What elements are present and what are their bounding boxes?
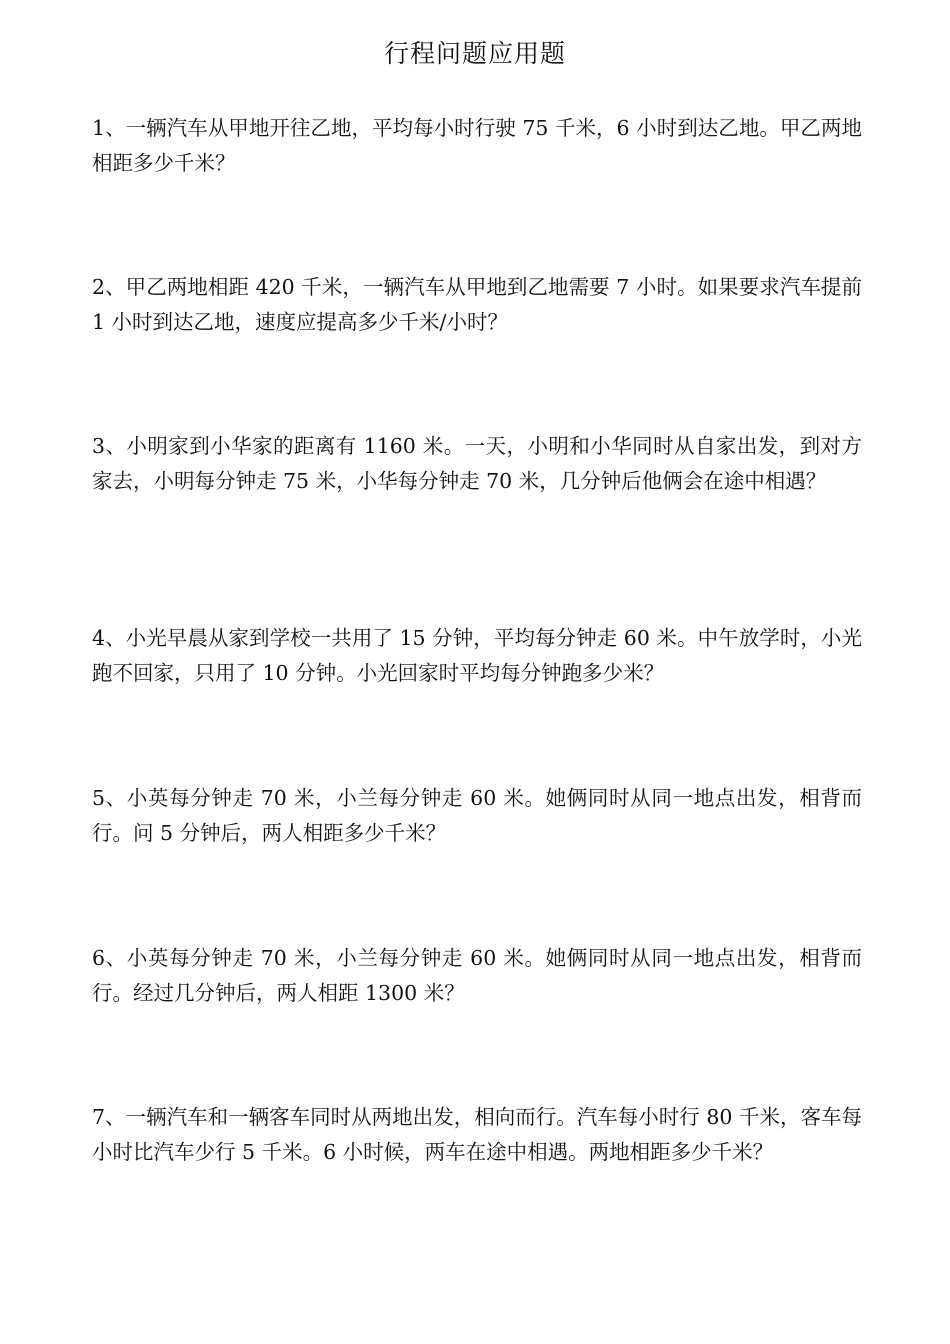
question-5: 5、小英每分钟走 70 米，小兰每分钟走 60 米。她俩同时从同一地点出发，相背而行。问 5 分钟后，两人相距多少千米？ [92,786,862,845]
question-7: 7、一辆汽车和一辆客车同时从两地出发，相向而行。汽车每小时行 80 千米，客车每小时比汽车少行 5 千米。6 小时候，两车在途中相遇。两地相距多少千米？ [92,1105,862,1164]
question-6: 6、小英每分钟走 70 米，小兰每分钟走 60 米。她俩同时从同一地点出发，相背而行。经过几分钟后，两人相距 1300 米？ [92,946,862,1005]
question-2: 2、甲乙两地相距 420 千米，一辆汽车从甲地到乙地需要 7 小时。如果要求汽车提前 1 小时到达乙地，速度应提高多少千米/小时？ [92,275,862,334]
question-4: 4、小光早晨从家到学校一共用了 15 分钟，平均每分钟走 60 米。中午放学时，小光跑不回家，只用了 10 分钟。小光回家时平均每分钟跑多少米？ [92,626,862,685]
question-3: 3、小明家到小华家的距离有 1160 米。一天，小明和小华同时从自家出发，到对方家去，小明每分钟走 75 米，小华每分钟走 70 米，几分钟后他俩会在途中相遇？ [92,434,862,493]
page-title: 行程问题应用题 [383,39,566,68]
question-1: 1、一辆汽车从甲地开往乙地，平均每小时行驶 75 千米，6 小时到达乙地。甲乙两地相距多少千米？ [92,116,862,175]
